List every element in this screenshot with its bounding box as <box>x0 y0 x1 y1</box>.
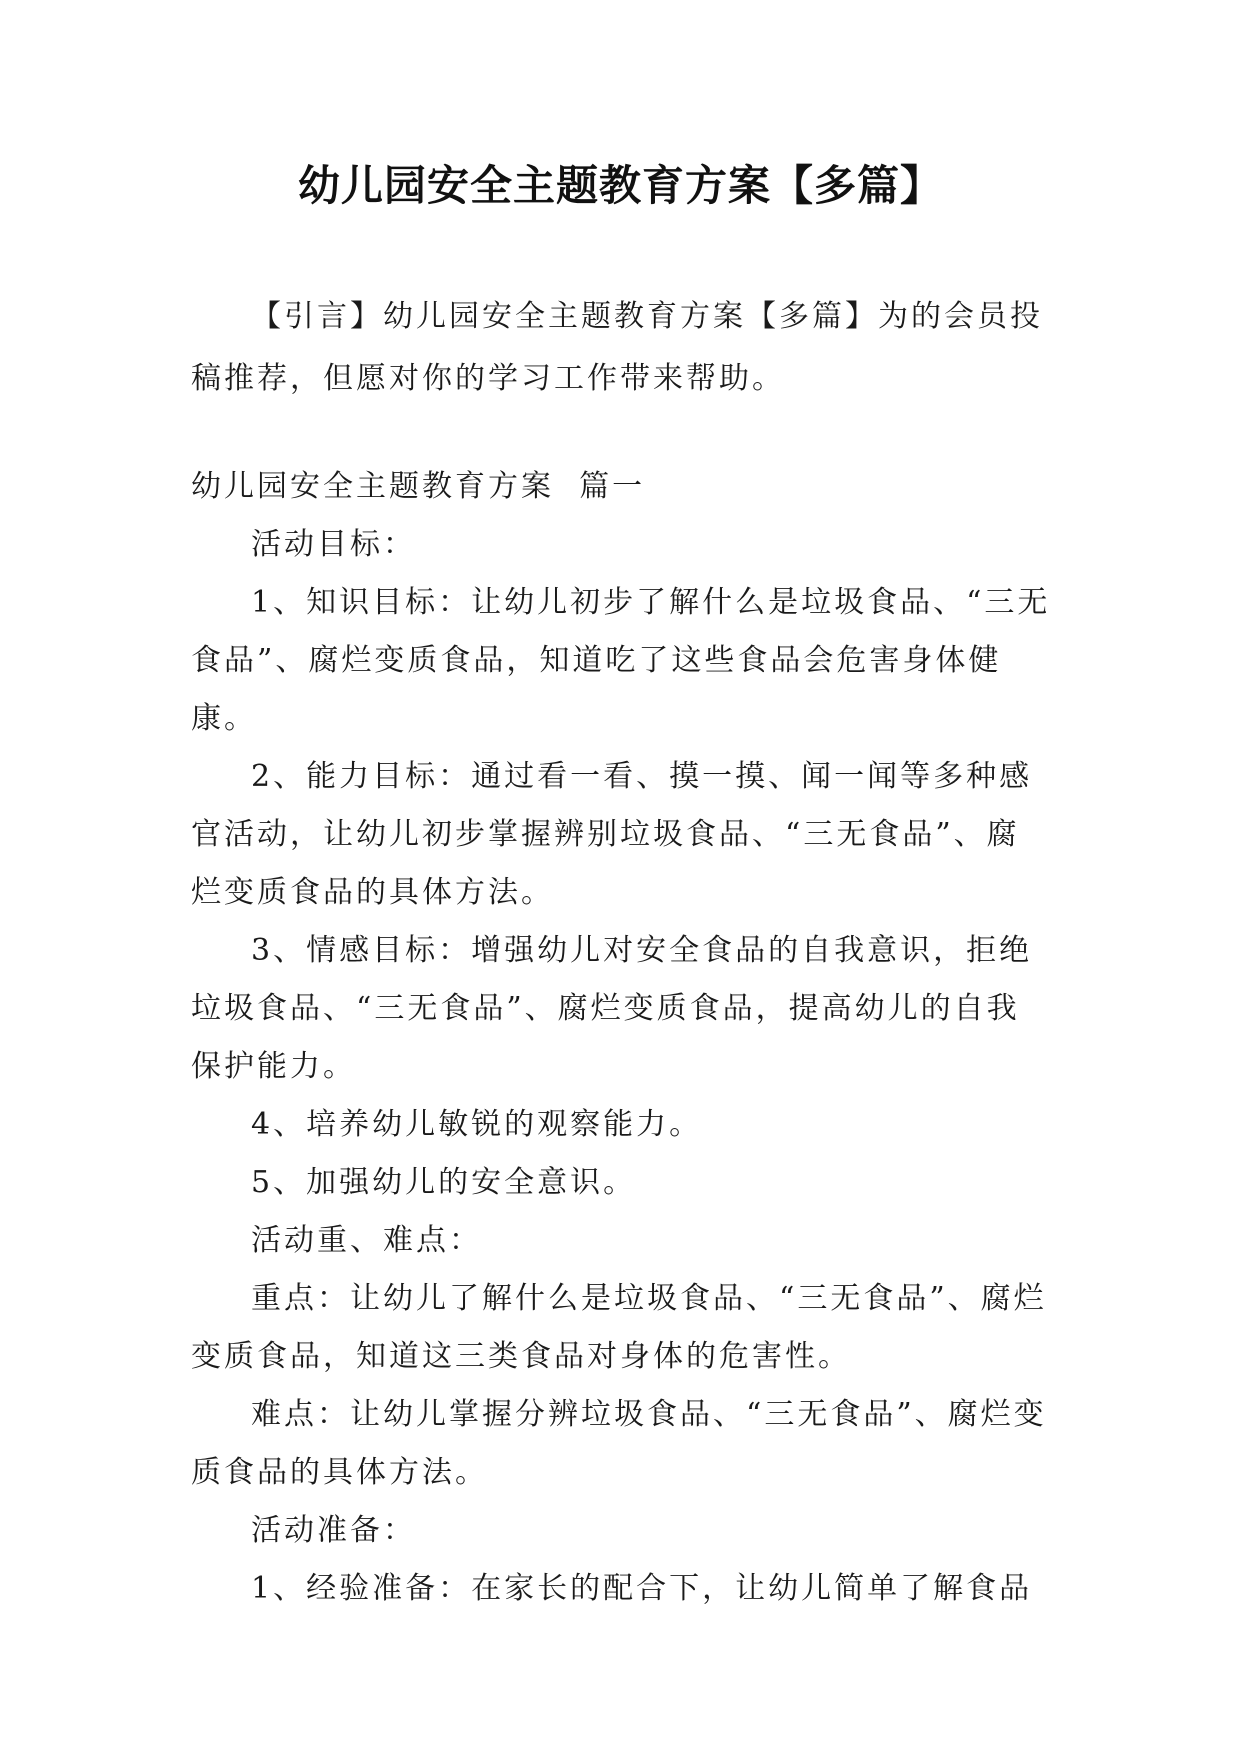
paragraph-goal-observation: 4、培养幼儿敏锐的观察能力。 <box>251 1107 703 1142</box>
paragraph-key-point: 重点：让幼儿了解什么是垃圾食品、“三无食品”、腐烂变质食品，知道这三类食品对身体的危害性。 <box>191 1281 1047 1374</box>
paragraph-difficult-point: 难点：让幼儿掌握分辨垃圾食品、“三无食品”、腐烂变质食品的具体方法。 <box>191 1397 1047 1490</box>
paragraph-goal-safety: 5、加强幼儿的安全意识。 <box>251 1165 637 1200</box>
document-title: 幼儿园安全主题教育方案【多篇】 <box>297 161 943 210</box>
paragraph-preparation-heading: 活动准备： <box>251 1513 416 1548</box>
paragraph-goal-emotion: 3、情感目标：增强幼儿对安全食品的自我意识，拒绝垃圾食品、“三无食品”、腐烂变质食品，提高幼儿的自我保护能力。 <box>191 933 1033 1084</box>
section-heading: 幼儿园安全主题教育方案 篇一 <box>191 469 646 504</box>
intro-block <box>191 286 1051 410</box>
paragraph-preparation-experience: 1、经验准备：在家长的配合下，让幼儿简单了解食品 <box>251 1571 1033 1606</box>
paragraph-activity-goals: 活动目标： <box>251 527 416 562</box>
section-content <box>191 458 1051 1618</box>
intro-paragraph: 【引言】幼儿园安全主题教育方案【多篇】为的会员投稿推荐，但愿对你的学习工作带来帮助。 <box>191 299 1043 396</box>
paragraph-key-difficult-heading: 活动重、难点： <box>251 1223 482 1258</box>
paragraph-goal-knowledge: 1、知识目标：让幼儿初步了解什么是垃圾食品、“三无食品”、腐烂变质食品，知道吃了这些食品会危害身体健康。 <box>191 585 1051 736</box>
paragraph-goal-ability: 2、能力目标：通过看一看、摸一摸、闻一闻等多种感官活动，让幼儿初步掌握辨别垃圾食品、“三无食品”、腐烂变质食品的具体方法。 <box>191 759 1033 910</box>
